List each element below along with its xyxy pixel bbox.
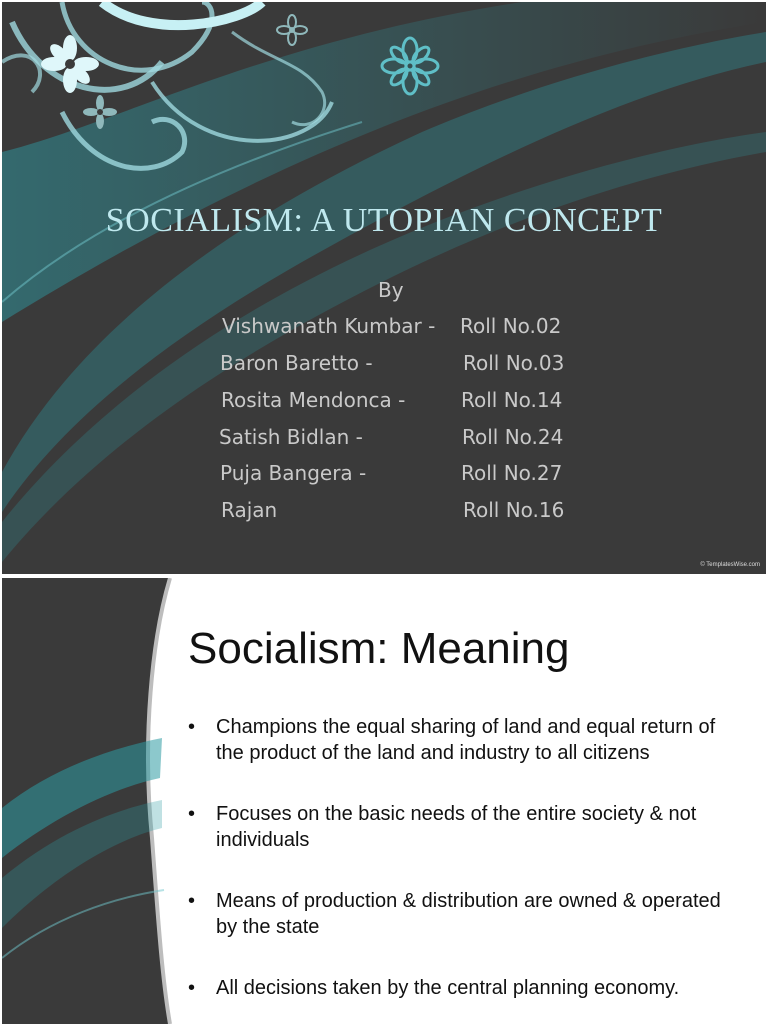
author-name: Rajan xyxy=(221,498,278,522)
bullet-icon: • xyxy=(188,803,196,825)
author-roll: Roll No.02 xyxy=(460,314,562,338)
template-credit: © TemplatesWise.com xyxy=(700,562,760,568)
bullet-icon: • xyxy=(188,977,196,999)
bullet-text: All decisions taken by the central planning economy. xyxy=(216,977,680,999)
author-roll: Roll No.14 xyxy=(461,388,563,412)
title-slide xyxy=(2,2,766,574)
author-name: Rosita Mendonca - xyxy=(221,388,406,412)
author-roll: Roll No.03 xyxy=(463,351,565,375)
bullet-icon: • xyxy=(188,716,196,738)
author-roll: Roll No.27 xyxy=(461,461,563,485)
bullet-text: Focuses on the basic needs of the entire society & not individuals xyxy=(216,803,697,851)
bullet-list xyxy=(188,714,728,1001)
presentation-title: SOCIALISM: A UTOPIAN CONCEPT xyxy=(105,202,663,239)
author-name: Baron Baretto - xyxy=(220,351,373,375)
list-item xyxy=(188,801,728,853)
list-item xyxy=(188,975,728,1001)
author-name: Vishwanath Kumbar - xyxy=(222,314,436,338)
by-label: By xyxy=(378,278,404,302)
list-item xyxy=(188,714,728,766)
author-name: Satish Bidlan - xyxy=(219,425,363,449)
bullet-icon: • xyxy=(188,890,196,912)
author-roll: Roll No.16 xyxy=(463,498,565,522)
slide-title: Socialism: Meaning xyxy=(188,624,570,673)
bullet-text: Means of production & distribution are owned & operated by the state xyxy=(216,890,721,938)
bullet-text: Champions the equal sharing of land and equal return of the product of the land and industry to all citizens xyxy=(216,716,716,764)
author-roll: Roll No.24 xyxy=(462,425,564,449)
content-slide xyxy=(2,578,766,1024)
author-name: Puja Bangera - xyxy=(220,461,367,485)
list-item xyxy=(188,888,728,940)
